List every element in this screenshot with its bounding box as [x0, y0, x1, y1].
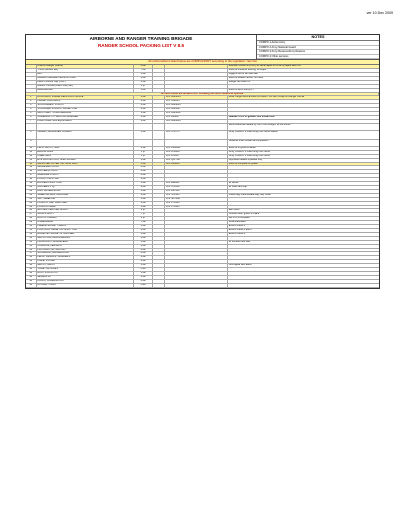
- item-quantity: 1 ea: [134, 189, 153, 193]
- item-note: Brown/tan/black: [227, 221, 378, 225]
- item-name: GRENADE POUCH: [36, 174, 134, 178]
- item-quantity: 1 ea: [134, 271, 153, 275]
- item-name: SHOULDER STRAPS / KIDNEY PAD: [36, 108, 134, 112]
- item-quantity: 1 ea: [134, 72, 153, 76]
- item-note: Cushion sole, green or black: [227, 213, 378, 217]
- row-number: 39: [26, 260, 36, 264]
- item-note: Multicam Uniforms (OCP) w/ name tapes & US Army tapes sewn on: [227, 65, 378, 68]
- item-name: EYE PROTECTION, SPECTACLES: [36, 158, 134, 162]
- item-quantity: 1 ea: [134, 119, 153, 123]
- note-line: COMPO 1 Active Army: [257, 41, 379, 46]
- item-quantity: 1 ea: [134, 244, 153, 248]
- section-banner: All items below are MANDATORY including the items marked as optional: [26, 92, 379, 96]
- item-quantity: 2 ea: [134, 186, 153, 190]
- item-quantity: 2 pr: [134, 217, 153, 221]
- item-name: FLASHLIGHT, ANGLEHEAD: [36, 240, 134, 244]
- item-name: LOAD CARRYING EQUIPMENT: [36, 119, 134, 123]
- item-note: Must be moisture wicking, no logos: [227, 69, 378, 73]
- item-name: MAGAZINE POUCH: [36, 166, 134, 170]
- item-note: ECWCS level 1 and 2: [227, 228, 378, 232]
- item-note: Riggers belt or tan web belt: [227, 72, 378, 76]
- item-note: with liners: [227, 209, 378, 213]
- row-number: 7: [26, 119, 36, 123]
- item-note: ECWCS level 3: [227, 225, 378, 229]
- item-quantity: 1 ea: [134, 260, 153, 264]
- item-name: SUSTAINMENT POUCH: [36, 104, 134, 108]
- row-number: 17: [26, 174, 36, 178]
- item-quantity: 1 ea: [134, 240, 153, 244]
- row-number: 26: [26, 209, 36, 213]
- row-number: 38: [26, 256, 36, 260]
- item-name: Reflective Belt: [36, 88, 134, 92]
- item-name: POLYPROPYLENE TOP & BOTTOM: [36, 228, 134, 232]
- item-name: SOCKS, BOOT: [36, 213, 134, 217]
- item-note: Army COMPO 1 must bring from home station: [227, 130, 378, 140]
- item-name: BOOT POLISH KIT: [36, 271, 134, 275]
- item-quantity: 2 ea: [134, 248, 153, 252]
- item-quantity: 1 ea: [134, 80, 153, 84]
- item-note: Ranger tab sewn on: [227, 80, 378, 84]
- row-number: 32: [26, 232, 36, 236]
- item-lin: [165, 283, 228, 287]
- item-quantity: 1 pr: [134, 150, 153, 154]
- item-quantity: 1 ea: [134, 130, 153, 140]
- item-lin: [165, 140, 228, 147]
- item-name: SLEEPING BAG, MODULAR: [36, 193, 134, 197]
- row-number: 13: [26, 158, 36, 162]
- item-note: Patrol bag, intermediate bag, bivy cover: [227, 193, 378, 197]
- row-number: 24: [26, 201, 36, 205]
- note-line: COMPO 3 Army Reserve/Army Reserve: [257, 50, 379, 55]
- item-quantity: 1 set: [134, 268, 153, 272]
- notes-heading: NOTES: [257, 35, 379, 41]
- item-lin: LIN: 8465017: [165, 108, 228, 112]
- item-quantity: 2 ea: [134, 170, 153, 174]
- row-number: 5: [26, 112, 36, 116]
- item-quantity: 1 ea: [134, 88, 153, 92]
- item-note: Students must contact all companies...: [227, 140, 378, 147]
- row-number: 44: [26, 279, 36, 283]
- row-number: 11: [26, 150, 36, 154]
- item-lin: LIN: A74007: [165, 154, 228, 158]
- item-name: T-Shirt (Brown/Tan): [36, 69, 134, 73]
- item-quantity: 2 ea: [134, 279, 153, 283]
- row-number: 27: [26, 213, 36, 217]
- row-number: 16: [26, 170, 36, 174]
- item-name: COMPASS, LENSATIC: [36, 244, 134, 248]
- item-location: [152, 123, 165, 130]
- item-quantity: 1 ea: [134, 115, 153, 119]
- row-number: 40: [26, 264, 36, 268]
- item-name: Uniform Ranger (Patrol): [36, 65, 134, 68]
- item-lin: LIN: S72153: [165, 193, 228, 197]
- row-number: 18: [26, 178, 36, 182]
- item-name: RUCKSACK, LARGE FIELD PACK MOLLE: [36, 96, 134, 100]
- item-name: [36, 140, 134, 147]
- item-lin: LIN: A74008: [165, 150, 228, 154]
- item-quantity: 1 ea: [134, 146, 153, 150]
- item-quantity: 4 ea: [134, 65, 153, 68]
- item-name: KNIFE, POCKET: [36, 260, 134, 264]
- item-quantity: 7 ea: [134, 69, 153, 73]
- item-lin: LIN: 8465016: [165, 104, 228, 108]
- row-number: 2: [26, 100, 36, 104]
- item-name: POUCH, FIRST AID: [36, 178, 134, 182]
- item-name: PONCHO, WET WEATHER: [36, 201, 134, 205]
- item-quantity: 6 ea: [134, 166, 153, 170]
- row-number: 25: [26, 205, 36, 209]
- item-lin: LIN: 8465015: [165, 96, 228, 100]
- item-name: CANTEEN, 1 QT: [36, 186, 134, 190]
- document-title: AIRBORNE AND RANGER TRAINING BRIGADE: [89, 36, 193, 41]
- item-quantity: 1 ea: [134, 205, 153, 209]
- item-quantity: 1 ea: [134, 162, 153, 166]
- table-row: [26, 130, 379, 140]
- item-note: Must be in good condition: [227, 146, 378, 150]
- item-lin: [165, 123, 228, 130]
- item-note: Must be issued helmet, no mods: [227, 76, 378, 80]
- item-name: CANTEEN POUCH: [36, 170, 134, 174]
- row-number: 36: [26, 248, 36, 252]
- row-number: 23: [26, 197, 36, 201]
- item-note: Bladder 3 ltrs or greater, sits inside ruck: [227, 115, 378, 119]
- item-quantity: 1 ea: [134, 158, 153, 162]
- row-number: 21: [26, 189, 36, 193]
- item-note: Approved ballistic eyewear only: [227, 158, 378, 162]
- row-number: 19: [26, 182, 36, 186]
- item-name: TOILET ARTICLES: [36, 268, 134, 272]
- item-name: ELBOW PADS: [36, 150, 134, 154]
- item-name: WATCH, WRIST: [36, 264, 134, 268]
- row-number: 1: [26, 96, 36, 100]
- item-quantity: [134, 123, 153, 130]
- item-quantity: 1 ea: [134, 197, 153, 201]
- item-quantity: 1 ea: [134, 178, 153, 182]
- row-number: 42: [26, 271, 36, 275]
- item-lin: LIN: P71026: [165, 201, 228, 205]
- item-lin: LIN: P70935: [165, 205, 228, 209]
- item-name: ENTRENCHING TOOL: [36, 182, 134, 186]
- row-number: 33: [26, 236, 36, 240]
- item-name: CAMELBAK / HYDRATION BLADDER: [36, 115, 134, 119]
- row-number: 45: [26, 283, 36, 287]
- item-lin: LIN: B17009: [165, 189, 228, 193]
- item-quantity: 2 ea: [134, 228, 153, 232]
- row-number: 35: [26, 244, 36, 248]
- item-quantity: 1 pr: [134, 154, 153, 158]
- item-quantity: 2 ea: [134, 252, 153, 256]
- item-lin: LIN: B85057: [165, 115, 228, 119]
- document-subtitle: RANGER SCHOOL PACKING LIST V 8.5: [97, 43, 185, 48]
- item-name: GLOVES, LEATHER BLACK: [36, 209, 134, 213]
- item-quantity: 1 ea: [134, 112, 153, 116]
- item-lin: LIN: H53775: [165, 130, 228, 140]
- item-name: Advance Individual Helmet w/ Cover: [36, 76, 134, 80]
- item-quantity: 1 ea: [134, 275, 153, 279]
- item-quantity: 1 ea: [134, 182, 153, 186]
- item-note: Must be complete w/ plates: [227, 162, 378, 166]
- item-name: HELMET, ADVANCED COMBAT: [36, 130, 134, 140]
- item-note: [227, 283, 378, 287]
- item-name: GORE-TEX JACKET & TROUSER: [36, 232, 134, 236]
- item-quantity: 1 ea: [134, 100, 153, 104]
- item-quantity: 2 ea: [134, 104, 153, 108]
- item-lin: LIN: C72052: [165, 186, 228, 190]
- item-note: w/ cover and cup: [227, 186, 378, 190]
- row-number: 14: [26, 162, 36, 166]
- row-number: 8: [26, 130, 36, 140]
- item-name: FIRST AID KIT, IFAK: [36, 146, 134, 150]
- row-number: 34: [26, 240, 36, 244]
- item-name: PROTRACTOR, MILITARY: [36, 248, 134, 252]
- item-lin: LIN: B65009: [165, 162, 228, 166]
- table-row: [26, 140, 379, 147]
- item-quantity: 1 set: [134, 283, 153, 287]
- row-number: 3: [26, 104, 36, 108]
- item-lin: LIN: 8465018: [165, 112, 228, 116]
- note-line: COMPO 4 Other services: [257, 55, 379, 60]
- item-name: PONCHO LINER: [36, 205, 134, 209]
- item-lin: LIN: E62021: [165, 182, 228, 186]
- row-number: 15: [26, 166, 36, 170]
- version-text: ver 10 Dec 2009: [366, 11, 393, 15]
- item-note: ECWCS level 6: [227, 232, 378, 236]
- row-number: 29: [26, 221, 36, 225]
- row-number: 10: [26, 146, 36, 150]
- item-name: FLEECE JACKET / GEN III: [36, 225, 134, 229]
- item-name: SEWING KIT: [36, 275, 134, 279]
- item-quantity: 1 ea: [134, 96, 153, 100]
- item-name: WAIST BELT / LOAD BEARING: [36, 112, 134, 116]
- item-note: w/ carrier: [227, 182, 378, 186]
- row-number: 41: [26, 268, 36, 272]
- item-quantity: 4 ea: [134, 256, 153, 260]
- item-quantity: 1 ea: [134, 236, 153, 240]
- row-number: 4: [26, 108, 36, 112]
- row-number: 31: [26, 228, 36, 232]
- item-lin: LIN: 8465019: [165, 119, 228, 123]
- item-note: Items below are issued by CIF if not brought, fill out memo: [227, 123, 378, 130]
- row-number: 9: [26, 140, 36, 147]
- notes-block: [257, 35, 379, 59]
- row-number: 20: [26, 186, 36, 190]
- item-name: [36, 123, 134, 130]
- item-quantity: 1 ea: [134, 232, 153, 236]
- item-name: FRAME, RUCKSACK: [36, 100, 134, 104]
- item-name: ID CARD / TAGS: [36, 283, 134, 287]
- packing-table: [26, 65, 379, 287]
- packing-list-sheet: [25, 34, 380, 289]
- row-number: 12: [26, 154, 36, 158]
- sheet-header: [26, 35, 379, 60]
- item-location: [152, 283, 165, 287]
- table-row: [26, 283, 379, 287]
- item-name: IMPROVED OUTER TACTICAL VEST: [36, 162, 134, 166]
- item-name: PENS / PENCILS / MARKERS: [36, 256, 134, 260]
- note-line: COMPO 2 Army National Guard: [257, 46, 379, 51]
- item-quantity: 1 ea: [134, 201, 153, 205]
- item-quantity: 2 ea: [134, 174, 153, 178]
- item-note: w/ red and blue filter: [227, 240, 378, 244]
- item-name: BOOTS, COMBAT: [36, 217, 134, 221]
- row-number: 37: [26, 252, 36, 256]
- item-location: [152, 130, 165, 140]
- item-quantity: 1 pr: [134, 84, 153, 88]
- item-note: Non-digital with alarm: [227, 264, 378, 268]
- item-quantity: 2 pr: [134, 209, 153, 213]
- item-quantity: 1 ea: [134, 264, 153, 268]
- row-number: 28: [26, 217, 36, 221]
- item-quantity: 1 ea: [134, 108, 153, 112]
- top-banner: All uniforms/items listed below are COMPULSORY according to the regulation / item list: [26, 60, 379, 65]
- item-quantity: 1 ea: [134, 193, 153, 197]
- item-name: LOCKS, COMBINATION: [36, 279, 134, 283]
- item-quantity: 1 ea: [134, 225, 153, 229]
- row-number: 22: [26, 193, 36, 197]
- item-note: Must be worn during PT: [227, 88, 378, 92]
- item-note: AR 670-1 compliant: [227, 217, 378, 221]
- item-name: Gloves, Combat (Patrol Cap, tab): [36, 84, 134, 88]
- item-name: KNEE PADS: [36, 154, 134, 158]
- item-name: Belt: [36, 72, 134, 76]
- item-quantity: 1 ea: [134, 76, 153, 80]
- item-lin: LIN: 2W3B31: [165, 146, 228, 150]
- item-name: MAT, SLEEPING: [36, 197, 134, 201]
- title-block: [26, 35, 257, 59]
- table-row: [26, 123, 379, 130]
- item-lin: LIN: C02015: [165, 100, 228, 104]
- item-quantity: [134, 140, 153, 147]
- item-quantity: 7 pr: [134, 213, 153, 217]
- item-lin: LIN: Q87768: [165, 158, 228, 162]
- item-name: NOTEBOOK, WATERPROOF: [36, 252, 134, 256]
- item-note: Ruck: Large MOLLE Ruck 1st issue / CIF item except in Ranger course: [227, 96, 378, 100]
- row-number: 43: [26, 275, 36, 279]
- item-name: WATCH CAP, BLACK/BROWN: [36, 236, 134, 240]
- row-number: [26, 123, 36, 130]
- item-note: Army COMPO 1 must bring from home: [227, 150, 378, 154]
- row-number: 30: [26, 225, 36, 229]
- item-name: UNDERWEAR: [36, 221, 134, 225]
- item-quantity: 7 ea: [134, 221, 153, 225]
- item-name: BAG, WATERPROOF: [36, 189, 134, 193]
- item-location: [152, 140, 165, 147]
- item-name: Patrol / Boonie Cap (OCP): [36, 80, 134, 84]
- item-note: Army COMPO 1 must bring from home: [227, 154, 378, 158]
- row-number: 6: [26, 115, 36, 119]
- item-lin: LIN: M17040: [165, 197, 228, 201]
